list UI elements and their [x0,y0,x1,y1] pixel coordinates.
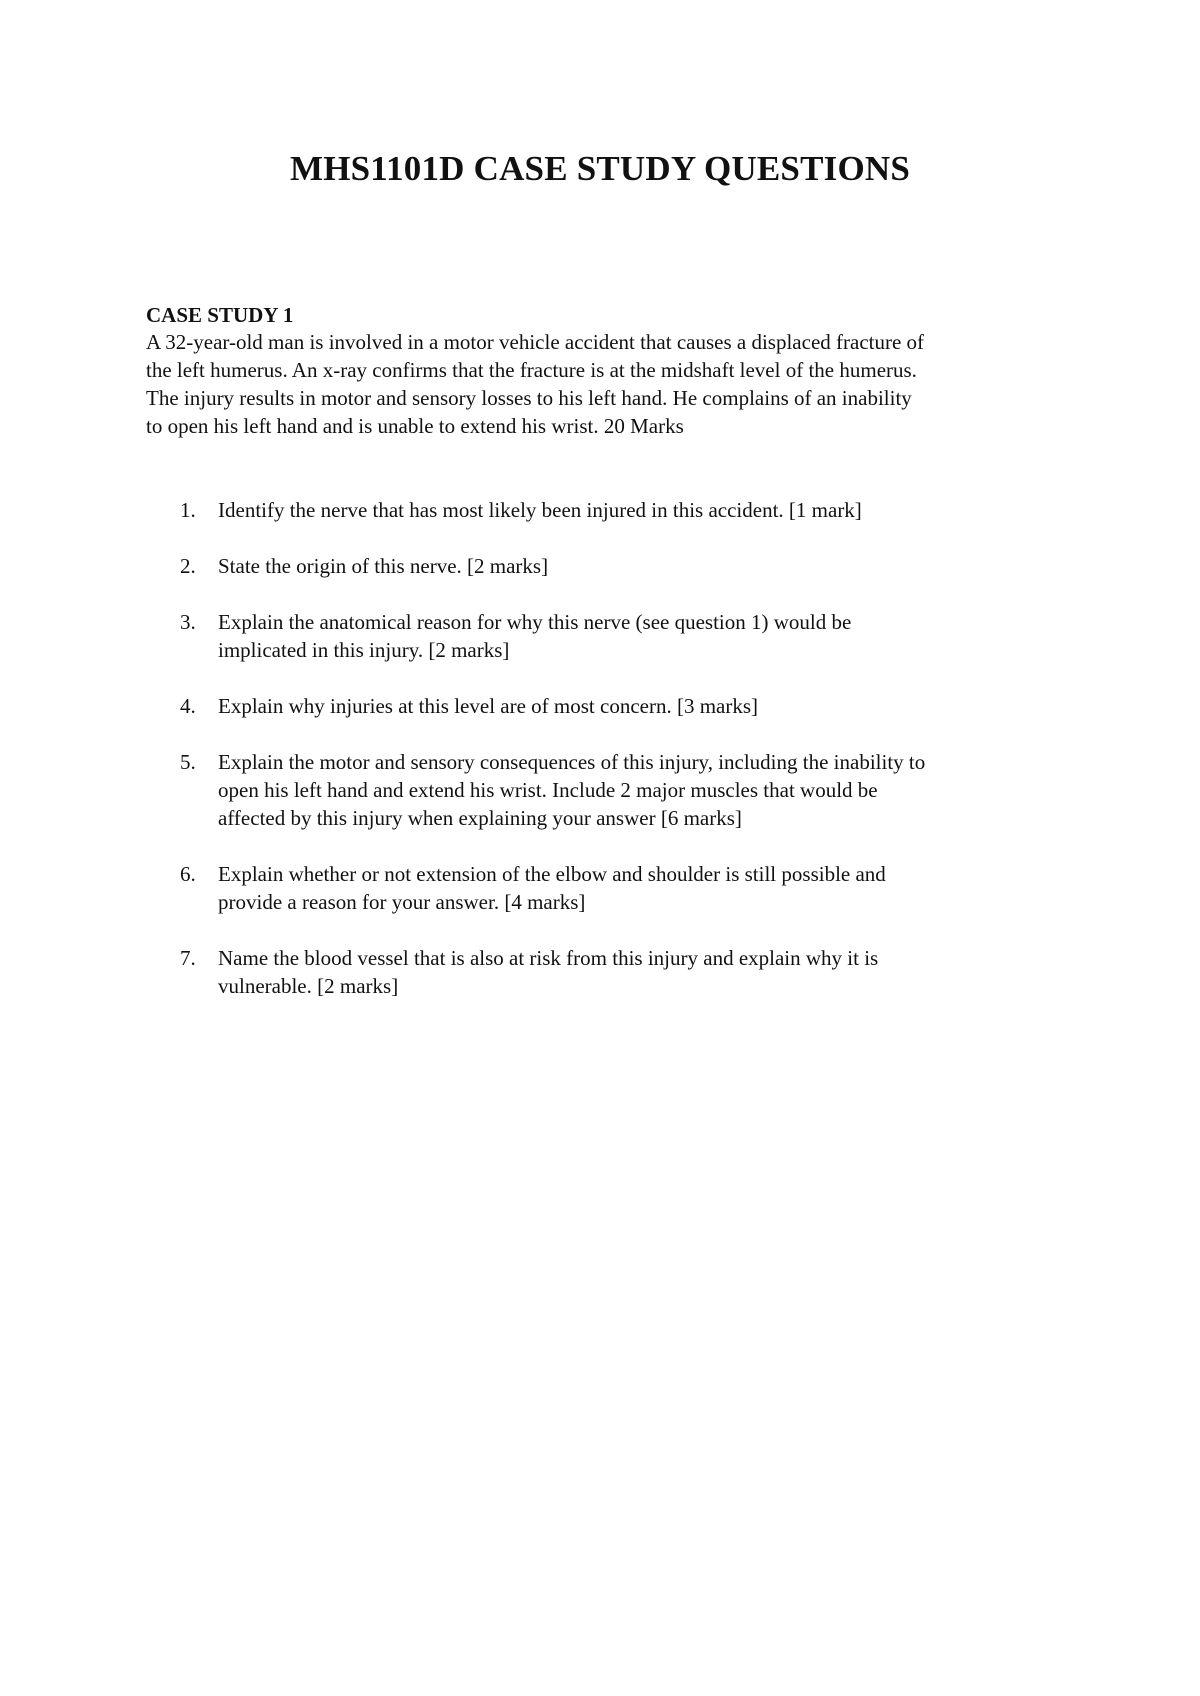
question-number: 3. [180,610,196,634]
case-description-line: the left humerus. An x-ray confirms that the fracture is at the midshaft level of the humerus. [146,358,917,382]
question-line: Explain the motor and sensory consequences of this injury, including the inability to [218,750,926,774]
question-text [218,552,1066,580]
question-text [218,944,1066,1000]
question-text [218,692,1066,720]
question-line: open his left hand and extend his wrist. Include 2 major muscles that would be [218,778,878,802]
question-text [218,496,1066,524]
question-list [146,496,1066,1028]
question-line: Explain why injuries at this level are of most concern. [3 marks] [218,694,759,718]
question-line: Identify the nerve that has most likely been injured in this accident. [1 mark] [218,498,862,522]
question-item [146,608,1066,664]
question-text [218,608,1066,664]
question-item [146,692,1066,720]
question-item [146,748,1066,832]
case-description-line: A 32-year-old man is involved in a motor vehicle accident that causes a displaced fracture of [146,330,925,354]
question-text [218,748,1066,832]
question-text [218,860,1066,916]
question-number: 1. [180,498,196,522]
question-line: Name the blood vessel that is also at risk from this injury and explain why it is [218,946,879,970]
question-line: vulnerable. [2 marks] [218,974,399,998]
document-title: MHS1101D CASE STUDY QUESTIONS [289,149,911,188]
question-number: 7. [180,946,196,970]
case-study-description [146,328,1066,440]
question-number: 2. [180,554,196,578]
question-number: 6. [180,862,196,886]
question-line: provide a reason for your answer. [4 marks] [218,890,586,914]
question-line: implicated in this injury. [2 marks] [218,638,510,662]
case-study-heading: CASE STUDY 1 [146,303,294,327]
question-item [146,552,1066,580]
question-item [146,860,1066,916]
question-line: State the origin of this nerve. [2 marks] [218,554,549,578]
question-item [146,496,1066,524]
case-description-line: The injury results in motor and sensory losses to his left hand. He complains of an inability [146,386,912,410]
question-item [146,944,1066,1000]
question-line: Explain whether or not extension of the elbow and shoulder is still possible and [218,862,886,886]
case-study-section [146,302,1066,440]
question-line: Explain the anatomical reason for why this nerve (see question 1) would be [218,610,852,634]
question-number: 5. [180,750,196,774]
question-number: 4. [180,694,196,718]
case-description-line: to open his left hand and is unable to extend his wrist. 20 Marks [146,414,684,438]
question-line: affected by this injury when explaining your answer [6 marks] [218,806,742,830]
